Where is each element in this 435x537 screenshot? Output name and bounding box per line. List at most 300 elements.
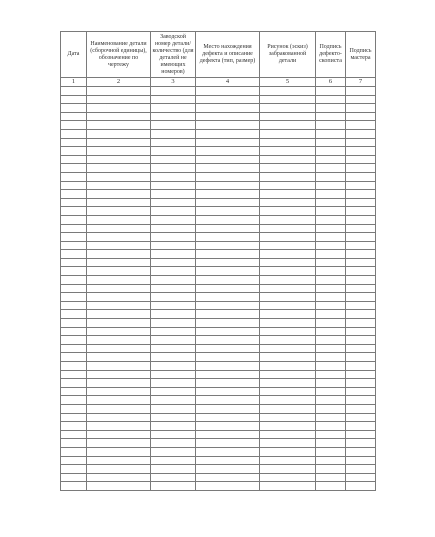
table-cell bbox=[196, 215, 260, 224]
table-cell bbox=[61, 181, 87, 190]
table-cell bbox=[316, 301, 346, 310]
table-cell bbox=[260, 172, 316, 181]
table-cell bbox=[87, 258, 151, 267]
table-cell bbox=[346, 190, 376, 199]
table-row bbox=[61, 387, 376, 396]
table-cell bbox=[151, 404, 196, 413]
table-cell bbox=[260, 396, 316, 405]
table-cell bbox=[196, 387, 260, 396]
table-cell bbox=[196, 95, 260, 104]
table-cell bbox=[316, 465, 346, 474]
table-cell bbox=[151, 276, 196, 285]
table-cell bbox=[196, 310, 260, 319]
table-cell bbox=[87, 155, 151, 164]
table-cell bbox=[260, 301, 316, 310]
table-cell bbox=[316, 250, 346, 259]
table-cell bbox=[260, 456, 316, 465]
table-cell bbox=[87, 319, 151, 328]
table-cell bbox=[151, 310, 196, 319]
table-cell bbox=[87, 293, 151, 302]
table-cell bbox=[196, 344, 260, 353]
table-cell bbox=[346, 465, 376, 474]
table-cell bbox=[196, 147, 260, 156]
table-cell bbox=[346, 301, 376, 310]
table-cell bbox=[346, 293, 376, 302]
table-row bbox=[61, 121, 376, 130]
table-row bbox=[61, 155, 376, 164]
table-cell bbox=[316, 276, 346, 285]
table-cell bbox=[196, 207, 260, 216]
table-cell bbox=[260, 258, 316, 267]
table-cell bbox=[87, 112, 151, 121]
table-cell bbox=[316, 233, 346, 242]
table-row bbox=[61, 198, 376, 207]
table-cell bbox=[316, 138, 346, 147]
table-cell bbox=[61, 422, 87, 431]
table-cell bbox=[316, 327, 346, 336]
table-cell bbox=[346, 447, 376, 456]
table-cell bbox=[316, 439, 346, 448]
table-cell bbox=[196, 422, 260, 431]
table-cell bbox=[316, 87, 346, 96]
table-cell bbox=[61, 319, 87, 328]
table-row bbox=[61, 404, 376, 413]
table-cell bbox=[316, 387, 346, 396]
table-cell bbox=[260, 104, 316, 113]
table-cell bbox=[61, 224, 87, 233]
table-row bbox=[61, 379, 376, 388]
table-cell bbox=[260, 447, 316, 456]
table-cell bbox=[61, 138, 87, 147]
table-cell bbox=[346, 172, 376, 181]
table-cell bbox=[151, 370, 196, 379]
table-cell bbox=[61, 336, 87, 345]
column-number: 2 bbox=[87, 78, 151, 87]
table-cell bbox=[196, 447, 260, 456]
table-cell bbox=[196, 224, 260, 233]
table-row bbox=[61, 129, 376, 138]
table-cell bbox=[260, 430, 316, 439]
table-cell bbox=[61, 233, 87, 242]
table-cell bbox=[316, 164, 346, 173]
table-cell bbox=[346, 104, 376, 113]
table-cell bbox=[151, 284, 196, 293]
table-cell bbox=[61, 207, 87, 216]
table-row bbox=[61, 482, 376, 491]
table-cell bbox=[151, 379, 196, 388]
table-cell bbox=[196, 456, 260, 465]
table-cell bbox=[87, 267, 151, 276]
table-cell bbox=[316, 190, 346, 199]
header-part-name: Наименование детали (сборочной единицы), обозначение по чертежу bbox=[87, 32, 151, 78]
table-cell bbox=[316, 181, 346, 190]
table-cell bbox=[61, 362, 87, 371]
table-cell bbox=[87, 456, 151, 465]
table-row bbox=[61, 319, 376, 328]
table-cell bbox=[260, 379, 316, 388]
table-cell bbox=[196, 233, 260, 242]
table-cell bbox=[260, 190, 316, 199]
table-row bbox=[61, 241, 376, 250]
table-cell bbox=[316, 447, 346, 456]
table-cell bbox=[260, 336, 316, 345]
table-row bbox=[61, 164, 376, 173]
table-cell bbox=[316, 430, 346, 439]
table-cell bbox=[346, 370, 376, 379]
table-cell bbox=[87, 190, 151, 199]
table-cell bbox=[346, 121, 376, 130]
table-cell bbox=[260, 267, 316, 276]
table-cell bbox=[196, 129, 260, 138]
table-cell bbox=[260, 439, 316, 448]
table-cell bbox=[87, 473, 151, 482]
table-cell bbox=[151, 301, 196, 310]
table-cell bbox=[196, 87, 260, 96]
table-cell bbox=[151, 147, 196, 156]
table-cell bbox=[151, 95, 196, 104]
table-cell bbox=[260, 138, 316, 147]
table-cell bbox=[346, 473, 376, 482]
table-cell bbox=[61, 241, 87, 250]
table-cell bbox=[316, 404, 346, 413]
table-cell bbox=[151, 258, 196, 267]
table-cell bbox=[151, 396, 196, 405]
table-cell bbox=[316, 396, 346, 405]
defect-log-table bbox=[60, 31, 376, 491]
table-cell bbox=[346, 250, 376, 259]
table-cell bbox=[151, 387, 196, 396]
table-cell bbox=[260, 164, 316, 173]
column-number-row bbox=[61, 78, 376, 87]
table-cell bbox=[196, 172, 260, 181]
table-cell bbox=[316, 310, 346, 319]
table-cell bbox=[151, 190, 196, 199]
table-cell bbox=[346, 482, 376, 491]
table-cell bbox=[346, 284, 376, 293]
table-cell bbox=[151, 439, 196, 448]
table-cell bbox=[316, 258, 346, 267]
table-cell bbox=[316, 95, 346, 104]
table-cell bbox=[316, 129, 346, 138]
table-cell bbox=[260, 482, 316, 491]
table-cell bbox=[196, 258, 260, 267]
table-cell bbox=[87, 396, 151, 405]
table-cell bbox=[260, 413, 316, 422]
table-cell bbox=[346, 95, 376, 104]
table-cell bbox=[316, 413, 346, 422]
table-cell bbox=[316, 121, 346, 130]
table-cell bbox=[346, 129, 376, 138]
table-cell bbox=[260, 87, 316, 96]
table-cell bbox=[196, 465, 260, 474]
table-row bbox=[61, 344, 376, 353]
table-cell bbox=[260, 147, 316, 156]
table-cell bbox=[196, 482, 260, 491]
table-cell bbox=[196, 267, 260, 276]
table-cell bbox=[87, 439, 151, 448]
table-cell bbox=[260, 310, 316, 319]
table-cell bbox=[151, 215, 196, 224]
table-row bbox=[61, 293, 376, 302]
table-cell bbox=[196, 413, 260, 422]
table-cell bbox=[316, 155, 346, 164]
table-cell bbox=[346, 404, 376, 413]
table-row bbox=[61, 250, 376, 259]
table-cell bbox=[316, 241, 346, 250]
table-cell bbox=[151, 344, 196, 353]
table-cell bbox=[260, 215, 316, 224]
table-cell bbox=[87, 147, 151, 156]
table-row bbox=[61, 233, 376, 242]
table-cell bbox=[151, 447, 196, 456]
table-cell bbox=[196, 198, 260, 207]
table-cell bbox=[151, 138, 196, 147]
table-cell bbox=[260, 181, 316, 190]
table-cell bbox=[61, 482, 87, 491]
table-cell bbox=[61, 370, 87, 379]
table-cell bbox=[346, 233, 376, 242]
table-cell bbox=[87, 413, 151, 422]
table-cell bbox=[87, 301, 151, 310]
table-cell bbox=[346, 379, 376, 388]
table-cell bbox=[61, 439, 87, 448]
table-row bbox=[61, 284, 376, 293]
column-number: 4 bbox=[196, 78, 260, 87]
table-cell bbox=[151, 456, 196, 465]
table-row bbox=[61, 224, 376, 233]
table-cell bbox=[196, 362, 260, 371]
table-row bbox=[61, 422, 376, 431]
table-cell bbox=[151, 164, 196, 173]
table-cell bbox=[196, 336, 260, 345]
table-cell bbox=[61, 172, 87, 181]
table-cell bbox=[196, 181, 260, 190]
table-cell bbox=[260, 404, 316, 413]
table-row bbox=[61, 172, 376, 181]
table-cell bbox=[196, 353, 260, 362]
table-cell bbox=[61, 129, 87, 138]
table-row bbox=[61, 258, 376, 267]
table-cell bbox=[87, 276, 151, 285]
table-cell bbox=[346, 319, 376, 328]
table-row bbox=[61, 190, 376, 199]
table-cell bbox=[316, 319, 346, 328]
column-number: 7 bbox=[346, 78, 376, 87]
column-number: 5 bbox=[260, 78, 316, 87]
table-cell bbox=[346, 362, 376, 371]
table-row bbox=[61, 473, 376, 482]
table-cell bbox=[196, 190, 260, 199]
table-cell bbox=[61, 95, 87, 104]
table-cell bbox=[196, 327, 260, 336]
table-cell bbox=[61, 456, 87, 465]
table-cell bbox=[316, 362, 346, 371]
column-number: 1 bbox=[61, 78, 87, 87]
table-cell bbox=[151, 473, 196, 482]
table-cell bbox=[61, 190, 87, 199]
table-row bbox=[61, 456, 376, 465]
table-cell bbox=[346, 155, 376, 164]
table-cell bbox=[346, 267, 376, 276]
header-serial-number: Заводской номер детали/ количество (для деталей не имеющих номеров) bbox=[151, 32, 196, 78]
table-cell bbox=[61, 301, 87, 310]
table-cell bbox=[346, 456, 376, 465]
table-cell bbox=[316, 207, 346, 216]
table-cell bbox=[196, 293, 260, 302]
table-cell bbox=[346, 344, 376, 353]
table-cell bbox=[260, 344, 316, 353]
table-cell bbox=[196, 430, 260, 439]
table-cell bbox=[196, 155, 260, 164]
table-cell bbox=[316, 104, 346, 113]
table-cell bbox=[151, 172, 196, 181]
table-cell bbox=[260, 284, 316, 293]
table-cell bbox=[87, 404, 151, 413]
table-cell bbox=[61, 430, 87, 439]
table-cell bbox=[346, 181, 376, 190]
table-cell bbox=[316, 482, 346, 491]
table-cell bbox=[87, 482, 151, 491]
table-row bbox=[61, 447, 376, 456]
column-number: 6 bbox=[316, 78, 346, 87]
table-cell bbox=[260, 233, 316, 242]
table-cell bbox=[196, 104, 260, 113]
table-cell bbox=[346, 276, 376, 285]
table-cell bbox=[316, 293, 346, 302]
table-row bbox=[61, 396, 376, 405]
table-cell bbox=[87, 215, 151, 224]
table-cell bbox=[260, 387, 316, 396]
table-cell bbox=[61, 413, 87, 422]
table-cell bbox=[87, 87, 151, 96]
table-cell bbox=[346, 422, 376, 431]
table-cell bbox=[87, 284, 151, 293]
table-cell bbox=[346, 224, 376, 233]
table-cell bbox=[316, 336, 346, 345]
table-cell bbox=[87, 121, 151, 130]
table-cell bbox=[346, 387, 376, 396]
table-cell bbox=[151, 104, 196, 113]
table-cell bbox=[61, 215, 87, 224]
table-cell bbox=[151, 430, 196, 439]
table-cell bbox=[61, 104, 87, 113]
table-cell bbox=[87, 310, 151, 319]
table-cell bbox=[316, 215, 346, 224]
table-cell bbox=[346, 258, 376, 267]
table-row bbox=[61, 104, 376, 113]
table-cell bbox=[61, 387, 87, 396]
table-cell bbox=[151, 233, 196, 242]
table-cell bbox=[61, 404, 87, 413]
table-cell bbox=[346, 164, 376, 173]
header-defect-location: Место нахождения дефекта и описание дефекта (тип, размер) bbox=[196, 32, 260, 78]
table-cell bbox=[61, 250, 87, 259]
table-cell bbox=[151, 482, 196, 491]
column-number: 3 bbox=[151, 78, 196, 87]
table-cell bbox=[196, 301, 260, 310]
table-row bbox=[61, 336, 376, 345]
table-cell bbox=[151, 327, 196, 336]
table-row bbox=[61, 147, 376, 156]
table-row bbox=[61, 310, 376, 319]
table-cell bbox=[316, 267, 346, 276]
table-cell bbox=[151, 413, 196, 422]
table-cell bbox=[61, 465, 87, 474]
table-cell bbox=[346, 430, 376, 439]
table-cell bbox=[151, 250, 196, 259]
table-cell bbox=[87, 430, 151, 439]
table-row bbox=[61, 465, 376, 474]
table-cell bbox=[151, 129, 196, 138]
table-cell bbox=[151, 319, 196, 328]
table-cell bbox=[346, 413, 376, 422]
table-cell bbox=[151, 465, 196, 474]
table-cell bbox=[61, 353, 87, 362]
table-cell bbox=[196, 404, 260, 413]
table-cell bbox=[196, 138, 260, 147]
table-cell bbox=[151, 362, 196, 371]
table-cell bbox=[196, 164, 260, 173]
table-cell bbox=[87, 379, 151, 388]
table-cell bbox=[346, 207, 376, 216]
table-cell bbox=[151, 198, 196, 207]
table-cell bbox=[61, 198, 87, 207]
table-cell bbox=[260, 207, 316, 216]
table-cell bbox=[61, 473, 87, 482]
table-cell bbox=[196, 396, 260, 405]
table-cell bbox=[151, 422, 196, 431]
table-row bbox=[61, 267, 376, 276]
table-row bbox=[61, 181, 376, 190]
table-cell bbox=[87, 370, 151, 379]
table-cell bbox=[151, 155, 196, 164]
table-cell bbox=[151, 112, 196, 121]
table-cell bbox=[316, 224, 346, 233]
table-row bbox=[61, 327, 376, 336]
table-cell bbox=[260, 198, 316, 207]
table-cell bbox=[87, 327, 151, 336]
table-cell bbox=[87, 233, 151, 242]
table-cell bbox=[87, 344, 151, 353]
header-sketch: Рисунок (эскиз) забракованной детали bbox=[260, 32, 316, 78]
table-cell bbox=[260, 319, 316, 328]
table-cell bbox=[346, 396, 376, 405]
table-cell bbox=[260, 95, 316, 104]
table-cell bbox=[196, 276, 260, 285]
table-cell bbox=[346, 439, 376, 448]
table-cell bbox=[316, 284, 346, 293]
table-cell bbox=[87, 224, 151, 233]
table-cell bbox=[316, 112, 346, 121]
table-cell bbox=[260, 121, 316, 130]
table-cell bbox=[346, 138, 376, 147]
header-date: Дата bbox=[61, 32, 87, 78]
table-cell bbox=[346, 112, 376, 121]
table-row bbox=[61, 413, 376, 422]
table-cell bbox=[61, 293, 87, 302]
table-cell bbox=[87, 447, 151, 456]
table-cell bbox=[260, 327, 316, 336]
table-cell bbox=[151, 336, 196, 345]
table-cell bbox=[346, 198, 376, 207]
header-inspector-signature: Подпись дефекто-скописта bbox=[316, 32, 346, 78]
table-cell bbox=[346, 310, 376, 319]
table-row bbox=[61, 276, 376, 285]
table-cell bbox=[87, 250, 151, 259]
table-cell bbox=[196, 121, 260, 130]
table-cell bbox=[346, 147, 376, 156]
table-cell bbox=[61, 447, 87, 456]
